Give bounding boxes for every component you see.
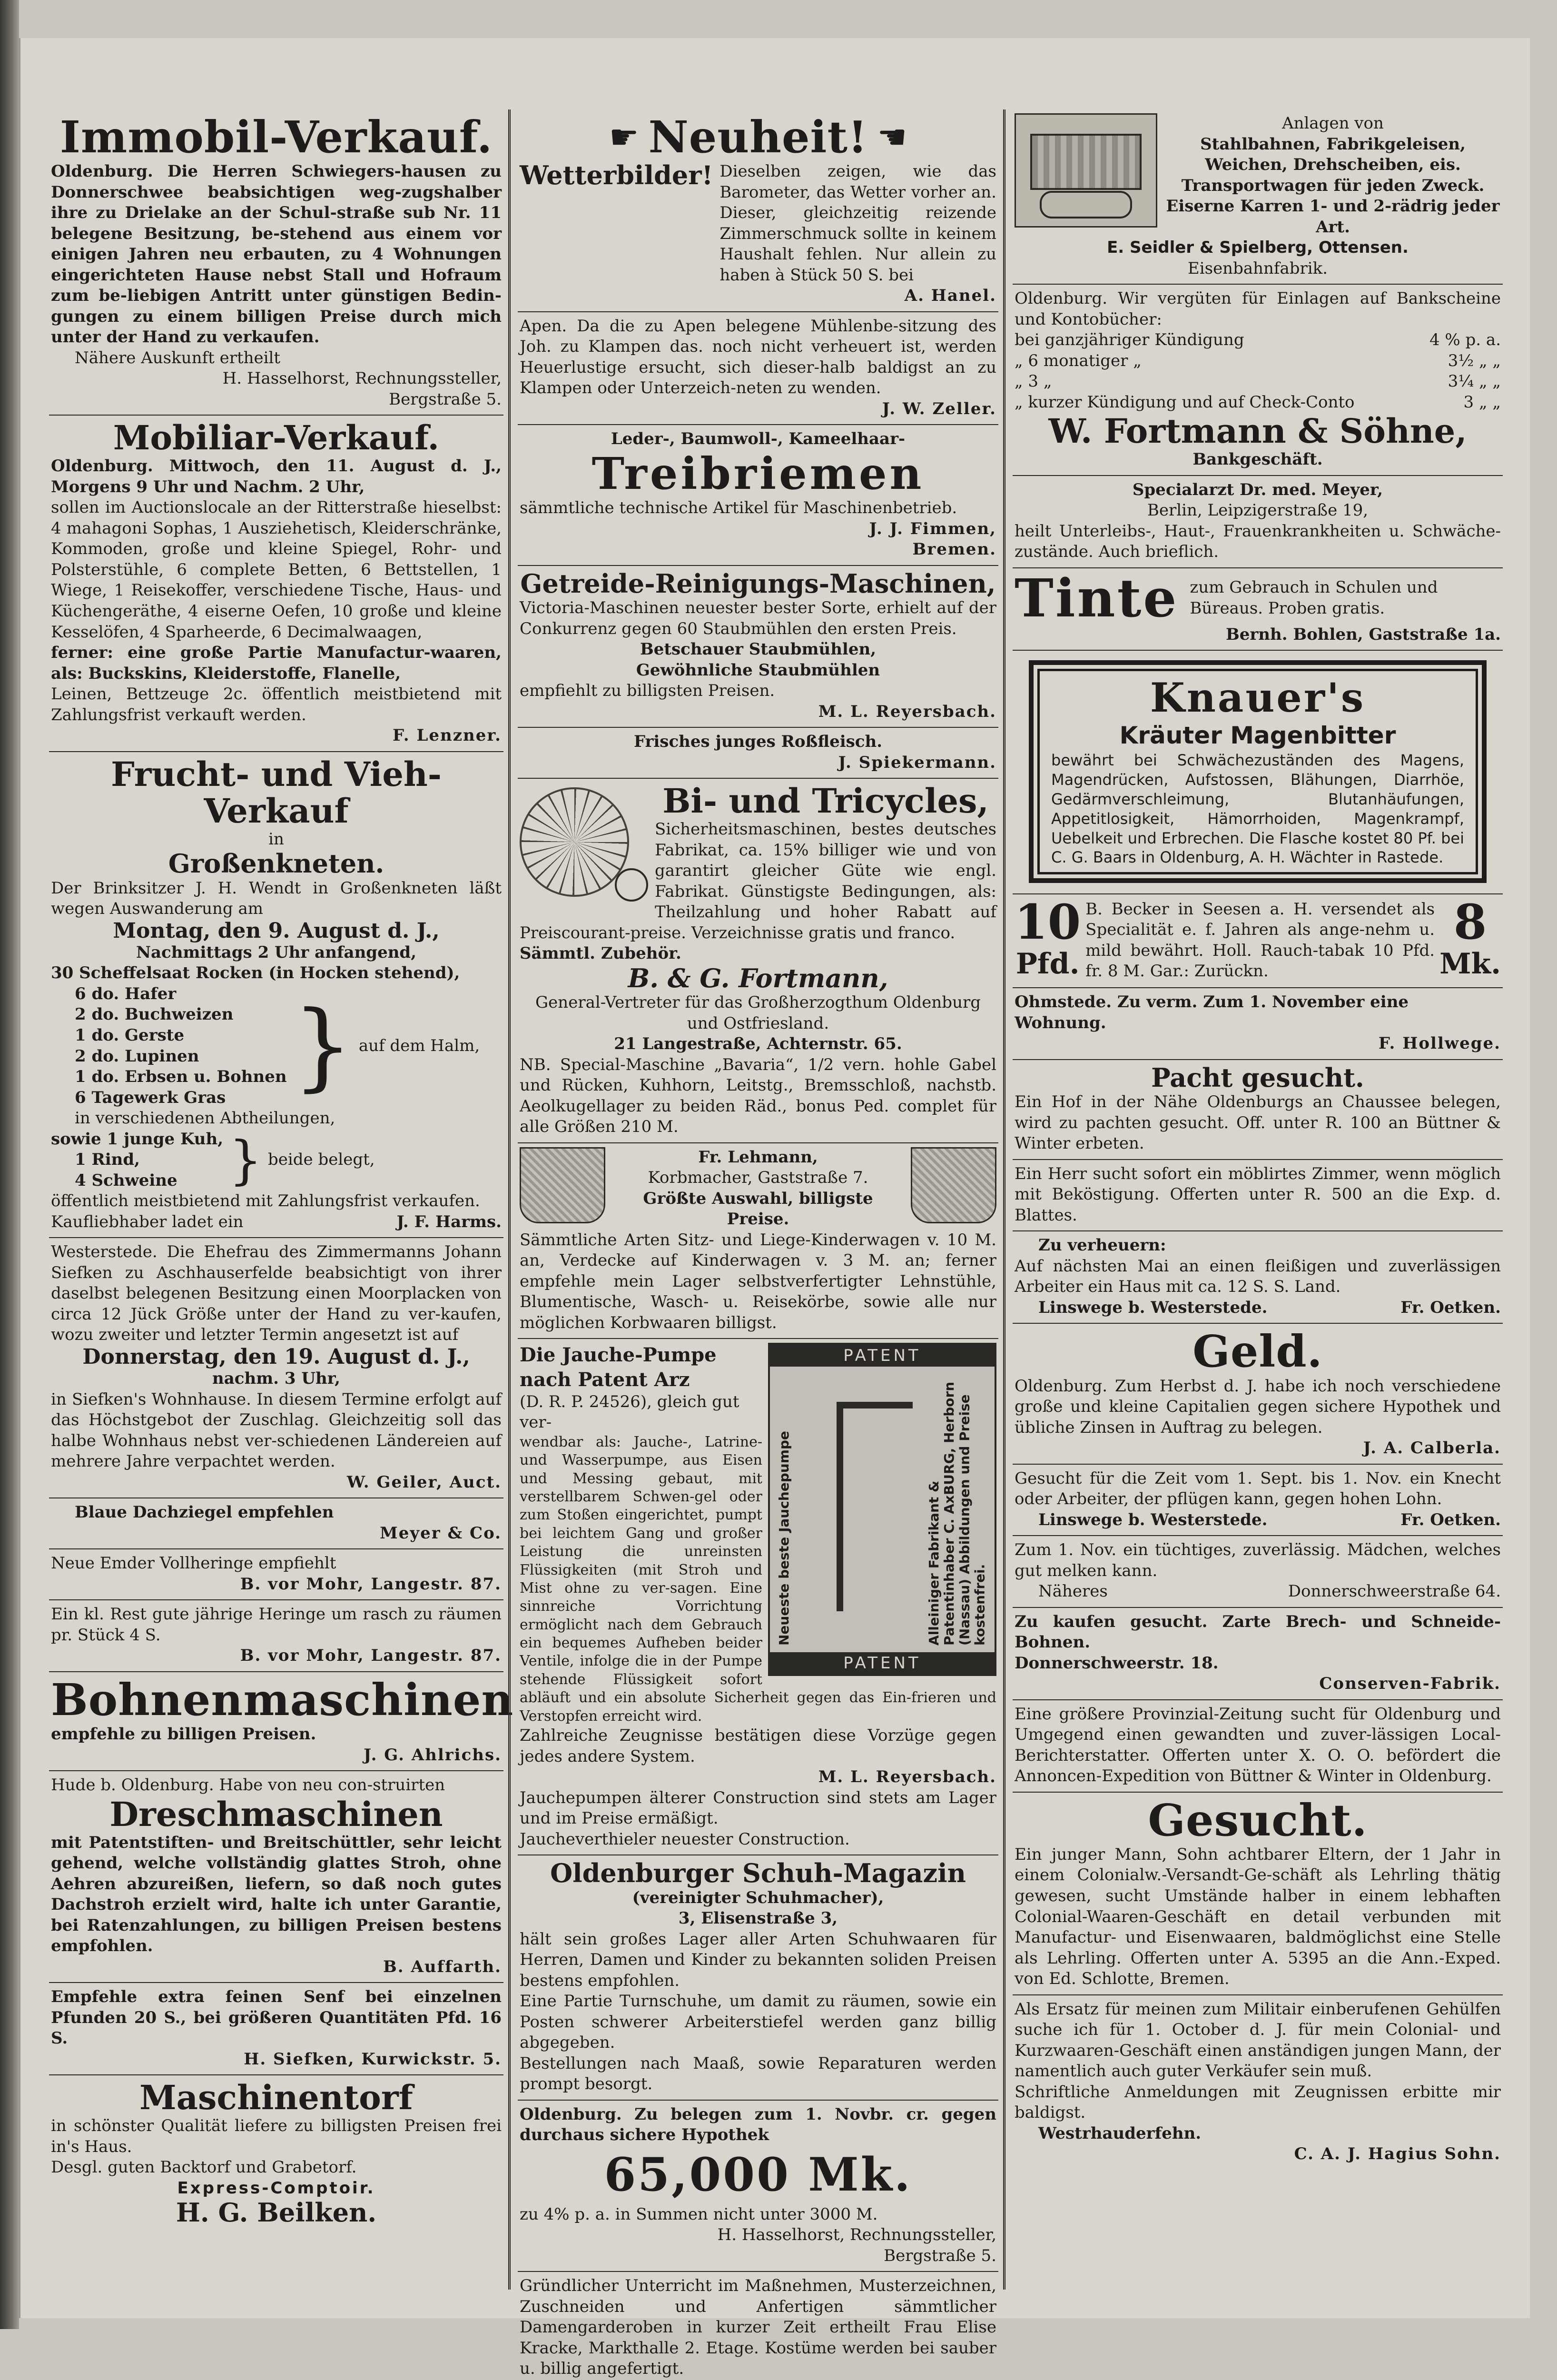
ad-title: Zu verheuern: [1038, 1236, 1166, 1255]
ad-title: Frucht- und Vieh-Verkauf [111, 754, 442, 831]
ad-footer [1015, 1298, 1501, 1319]
ad-top: Anlagen von [1282, 114, 1384, 133]
ad-in: in [268, 829, 284, 849]
ad-body: Oldenburg. Die Herren Schwiegers-hausen zu Donnerschwee beabsichtigen weg-zugshalber ihre zu Drielake an der Schul-straße sub Nr. 11 belegene Besitzung, be-stehend aus einem vor einigen Jahren neu erbauten, zu 4 Wohnungen eingerichteten Hause nebst Stall und Hofraum zum be-liebigen Antritt unter günstigen Bedin-gungen zu einem billigen Preise durch mich unter der Hand zu verkaufen. [51, 162, 502, 347]
ad-lead: Hude b. Oldenburg. Habe von neu con-struirten [51, 1775, 445, 1795]
column-rule [508, 109, 511, 2290]
ad-hypothek [518, 2101, 998, 2272]
plate-left-label: Neueste beste Jauchepumpe [776, 1431, 792, 1646]
ad-signer: H. Hasselhorst, Rechnungssteller, [717, 2225, 996, 2245]
ad-amount: 65,000 Mk. [604, 2147, 912, 2202]
ad-address: Korbmacher, Gaststraße 7. [648, 1168, 868, 1188]
ad-address: 3, Elisenstraße 3, [678, 1909, 838, 1928]
rate-row [1015, 392, 1501, 413]
ad-emphasis: Stahlbahnen, Fabrikgeleisen, Weichen, Drehscheiben, eis. Transportwagen für jeden Zweck. Eiserne Karren 1- und 2-rädrig jeder Art. [1166, 134, 1500, 237]
ad-body: Victoria-Maschinen neuester bester Sorte, erhielt auf der Conkurrenz gegen 60 Staubmühlen den ersten Preis. [520, 598, 996, 638]
ad-row [520, 161, 996, 286]
ad-line2: Gewöhnliche Staubmühlen [636, 660, 880, 680]
ad-animal-list [51, 1129, 502, 1191]
ad-body: zu 4% p. a. in Summen nicht unter 3000 M. [520, 2204, 878, 2224]
ad-text: Empfehle extra feinen Senf bei einzelnen Pfunden 20 S., bei größeren Quantitäten Pfd. 16 S. [51, 1987, 502, 2048]
ad-title: Tinte [1015, 567, 1179, 629]
ad-signer: J. J. Fimmen, [869, 519, 996, 538]
ad-mobiliar-verkauf [49, 416, 503, 752]
ad-senf [49, 1983, 503, 2075]
ad-signer: J. W. Zeller. [882, 399, 996, 418]
knauer-inner [1038, 670, 1477, 873]
ad-immobil-verkauf [49, 109, 503, 416]
ad-tail: in Siefken's Wohnhause. In diesem Termine erfolgt auf das Höchstgebot der Zuschlag. Gleichzeitig soll das halbe Wohnhaus nebst ver-schiedenen Ländereien auf mehrere Jahre verpachtet werden. [51, 1389, 502, 1471]
ad-signer: A. Hanel. [904, 286, 996, 306]
rate-row [1015, 351, 1501, 372]
crop-items [51, 984, 287, 1108]
ad-signer: Fr. Oetken. [1400, 1510, 1501, 1529]
ad-bohnen-gesucht [1013, 1608, 1503, 1700]
plate-right-label: Alleiniger Fabrikant & Patentinhaber C. AxBURG, Herborn (Nassau) Abbildungen und Preise kostenfrei. [926, 1382, 988, 1646]
pram-icon [911, 1147, 996, 1223]
ad-body: mit Patentstiften- und Breitschüttler, sehr leicht gehend, welche vollständig glattes Stroh, ohne Aehren abzureißen, liefern, so daß noch gutes Dachstroh erzielt wird, halte ich unter Garantie, bei Ratenzahlungen, zu billigen Preisen bestens empfohlen. [51, 1833, 502, 1956]
ad-signer: H. Hasselhorst, Rechnungssteller, [222, 369, 502, 388]
ad-tail: empfiehlt zu billigsten Preisen. [520, 681, 775, 701]
ad-crop-list [51, 984, 502, 1108]
ad-jauche-pumpe [518, 1339, 998, 1855]
brace-label: auf dem Halm, [358, 1036, 480, 1055]
ad-body: sollen im Auctionslocale an der Ritterstraße hieselbst: 4 mahagoni Sophas, 1 Ausziehetisch, Kleiderschränke, Kommoden, große und kleine Spiegel, Rohr- und Polsterstühle, 6 complete Betten, 6 Bettstellen, 1 Wiege, 1 Reisekoffer, verschiedene Tische, Haus- und Küchengeräthe, 4 eiserne Oefen, 10 große und kleine Kesselöfen, 4 Sparheerde, 6 Decimalwaagen, [51, 498, 502, 642]
ad-treibriemen [518, 425, 998, 565]
ad-lead: Oldenburg. Zu belegen zum 1. Novbr. cr. gegen durchaus sichere Hypothek [520, 2104, 996, 2145]
column-left [49, 109, 514, 2290]
ad-sub: in verschiedenen Abtheilungen, [75, 1109, 335, 1128]
ad-text: Neue Emder Vollheringe empfiehlt [51, 1554, 336, 1573]
list-item: 2 do. Lupinen [75, 1046, 199, 1066]
ad-zimmer-gesucht [1013, 1160, 1503, 1232]
rate-row [1015, 330, 1501, 351]
left-price [1015, 894, 1081, 982]
ad-dachziegel [49, 1498, 503, 1549]
ad-specialarzt [1013, 476, 1503, 568]
ad-geld [1013, 1324, 1503, 1464]
ad-signer: B. Auffarth. [383, 1957, 502, 1976]
ad-body: wendbar als: Jauche-, Latrine- und Wasserpumpe, aus Eisen und Messing gebaut, mit verstellbarem Schwen-gel oder zum Stoßen eingerichtet, pumpt bei leichtem Gang und großer Leistung die unreinsten Flüssigkeiten (mit Stroh und Mist ohne zu ver-sagen. Eine sinnreiche Vorrichtung ermöglicht nach dem Gebrauch ein bequemes Aufheben beider Ventile, infolge die in der Pumpe stehende Flüssigkeit sofort abläuft und ein absolute Sicherheit gegen das Ein-frieren und Verstopfen erreicht wird. [520, 1433, 996, 1725]
rate-value: 3½ „ „ [1448, 351, 1501, 370]
ad-ohmstede [1013, 988, 1503, 1060]
ad-firm: Fr. Lehmann, [698, 1147, 818, 1167]
rate-label: „ 3 „ [1015, 372, 1052, 391]
ad-address: Berlin, Leipzigerstraße 19, [1147, 501, 1369, 520]
right-price [1439, 894, 1501, 982]
ad-body: Zu kaufen gesucht. Zarte Brech- und Schneide-Bohnen. [1015, 1612, 1501, 1652]
ad-body: Auf nächsten Mai an einen fleißigen und zuverlässigen Arbeiter ein Haus mit ca. 12 S. S. Land. [1015, 1256, 1501, 1297]
ad-seidler-spielberg [1013, 109, 1503, 285]
ad-title: Pacht gesucht. [1151, 1062, 1364, 1093]
brace-icon: } [229, 1129, 263, 1190]
ad-sub: Bankgeschäft. [1192, 450, 1323, 469]
ad-row [1015, 567, 1501, 629]
ad-address: Bergstraße 5. [389, 389, 502, 409]
ad-time: nachm. 3 Uhr, [212, 1369, 340, 1388]
list-item: 1 do. Gerste [75, 1025, 185, 1045]
ad-place: Linswege b. Westerstede. [1038, 1510, 1268, 1529]
ad-bohnenmaschinen [49, 1672, 514, 1771]
ad-body: Ein junger Mann, Sohn achtbarer Eltern, der 1 Jahr in einem Colonialw.-Versandt-Ge-schäft als Lehrling thätig gewesen, sucht Umstände halber in einem lebhaften Colonial-Waaren-Geschäft en detail verbunden mit Manufactur- und Eisenwaaren, baldmöglichst eine Stelle als Lehrling. Offerten unter A. 5395 an die Ann.-Exped. von Ed. Schlotte, Bremen. [1015, 1844, 1501, 1989]
ad-schuh-magazin [518, 1855, 998, 2101]
rate-value: 4 % p. a. [1429, 330, 1501, 350]
ad-body2: Eine Partie Turnschuhe, um damit zu räumen, sowie ein Posten schwerer Arbeiterstiefel werden ganz billig abgegeben. [520, 1992, 996, 2053]
ad-body: B. Becker in Seesen a. H. versendet als Specialität e. f. Jahren als ange-nehm u. mild bewährt. Holl. Rauch-tabak 10 Pfd. fr. 8 M. Gar.: Zurückn. [1085, 899, 1435, 981]
rate-label: „ kurzer Kündigung und auf Check-Conto [1015, 392, 1355, 412]
ad-text: Ein kl. Rest gute jährige Heringe um rasch zu räumen pr. Stück 4 S. [51, 1605, 502, 1645]
ad-berichterstatter [1013, 1700, 1503, 1793]
ad-body: Westerstede. Die Ehefrau des Zimmermanns Johann Siefken zu Aschhauserfelde beabsichtigt von ihrer daselbst belegenen Besitzung einen Moorplacken von circa 12 Jück Größe unter der Hand zu ver-kaufen, wozu zweiter und letzter Termin angesetzt ist auf [51, 1242, 502, 1345]
ad-signer: J. F. Harms. [396, 1212, 502, 1231]
ad-rauchtabak [1013, 894, 1503, 988]
ad-gesucht-lehrling [1013, 1793, 1503, 1995]
ad-header [520, 113, 996, 161]
ad-zubehoer: Sämmtl. Zubehör. [520, 944, 681, 963]
animal-items [51, 1129, 223, 1191]
ad-signer: H. Siefken, Kurwickstr. 5. [244, 2049, 502, 2069]
ad-address: Donnerschweerstr. 18. [1015, 1653, 1219, 1673]
newspaper-page [19, 38, 1530, 2379]
ad-body: Gründlicher Unterricht im Maßnehmen, Musterzeichnen, Zuschneiden und Anfertigen sämmtlicher Damengarderoben in kurzer Zeit ertheilt Frau Elise Kracke, Markthalle 2. Etage. Kostüme werden bei sauber u. billig angefertigt. [520, 2276, 996, 2379]
ad-apen [518, 312, 998, 426]
ad-pacht-gesucht [1013, 1060, 1503, 1160]
ad-text: empfehle zu billigen Preisen. [51, 1725, 316, 1744]
footer-left: Näheres [1038, 1582, 1108, 1601]
ad-signer: J. A. Calberla. [1363, 1438, 1501, 1458]
book-gutter [0, 0, 19, 2329]
ad-emphasis: Größte Auswahl, billigste Preise. [643, 1189, 873, 1229]
ad-emder-heringe [49, 1549, 503, 1600]
ad-title: Gesucht. [1148, 1794, 1368, 1846]
plate-top-label: PATENT [770, 1345, 995, 1367]
ad-address: Bergstraße 5. [884, 2246, 996, 2265]
list-item: 4 Schweine [75, 1170, 177, 1190]
price-number: 10 [1015, 894, 1081, 951]
footer-left: Kaufliebhaber ladet ein [51, 1212, 244, 1231]
ad-date: Montag, den 9. August d. J., [113, 918, 440, 943]
plate-bottom-label: PATENT [770, 1652, 995, 1674]
brace-icon: } [292, 990, 353, 1101]
list-item: 1 Rind, [75, 1150, 140, 1170]
ad-fortmann-bank [1013, 285, 1503, 476]
ad-body2: Schriftliche Anmeldungen mit Zeugnissen erbitte mir baldigst. [1015, 2082, 1501, 2122]
ad-title: Getreide-Reinigungs-Maschinen, [520, 568, 996, 599]
ad-heringe-rest [49, 1600, 503, 1672]
ad-body: Dieselben zeigen, wie das Barometer, das Wetter vorher an. Dieser, gleichzeitig reizende Zimmerschmuck sollte in keinem Haushalt fehlen. Nur allein zu haben à Stück 50 S. bei [719, 162, 996, 285]
ad-title: Die Jauche-Pumpe nach Patent Arz [520, 1344, 717, 1391]
ad-place: Großenkneten. [168, 848, 384, 879]
ad-title: Mobiliar-Verkauf. [113, 418, 440, 458]
price-unit: Pfd. [1015, 947, 1080, 981]
ad-title: Geld. [1192, 1326, 1323, 1378]
ad-firm: W. Fortmann & Söhne, [1048, 411, 1467, 451]
pointing-hand-right-icon: ☛ [609, 117, 639, 157]
list-item: sowie 1 junge Kuh, [51, 1129, 224, 1149]
ad-title: Neuheit! [648, 111, 868, 163]
ad-top: Leder-, Baumwoll-, Kameelhaar- [611, 429, 906, 449]
ad-lead: Oldenburg. Wir vergüten für Einlagen auf Bankscheine und Kontobücher: [1015, 289, 1501, 329]
ad-patent-no: (D. R. P. 24526), gleich gut ver- [520, 1392, 739, 1432]
ad-neuheit-wetterbilder [518, 109, 998, 312]
ad-body: Oldenburg. Zum Herbst d. J. habe ich noch verschiedene große und kleine Capitalien gegen sichere Hypothek und übliche Zinsen in Auftrag zu belegen. [1015, 1376, 1501, 1437]
price-unit: Mk. [1439, 947, 1501, 981]
ad-maschinentorf [49, 2075, 503, 2231]
ad-rossfleisch [518, 728, 998, 779]
ad-body: hält sein großes Lager aller Arten Schuhwaaren für Herren, Damen und Kinder zu bekannten soliden Preisen bestens empfohlen. [520, 1929, 996, 1990]
ad-subtitle: Wetterbilder! [520, 160, 713, 191]
ad-lehmann-kinderwagen [518, 1143, 998, 1339]
ad-footer [51, 1212, 502, 1233]
ad-body: Ein Hof in der Nähe Oldenburgs an Chaussee belegen, wird zu pachten gesucht. Off. unter R. 100 an Büttner & Winter erbeten. [1015, 1092, 1501, 1153]
ad-body: Sämmtliche Arten Sitz- und Liege-Kinderwagen v. 10 M. an, Verdecke auf Kinderwagen v. 3 M. an; ferner empfehle mein Lager selbstverfertigter Lehnstühle, Blumentische, Wasch- u. Reisekörbe, sowie alle nur möglichen Korbwaaren billigst. [520, 1230, 996, 1332]
ad-line1: Jauchepumpen älterer Construction sind stets am Lager und im Preise ermäßigt. [520, 1788, 996, 1828]
ad-text: Ohmstede. Zu verm. Zum 1. November eine Wohnung. [1015, 992, 1409, 1032]
ad-body: Zum 1. Nov. ein tüchtiges, zuverlässig. Mädchen, welches gut melken kann. [1015, 1540, 1501, 1580]
ad-text: Blaue Dachziegel empfehlen [75, 1503, 334, 1522]
ad-subtitle: Kräuter Magenbitter [1119, 721, 1396, 749]
ad-firm: Express-Comptoir. [177, 2178, 375, 2198]
ad-date: Donnerstag, den 19. August d. J., [82, 1344, 470, 1369]
ad-knecht-gesucht [1013, 1465, 1503, 1537]
ad-signer: Bernh. Bohlen, Gaststraße 1a. [1226, 625, 1501, 644]
ad-place: Linswege b. Westerstede. [1038, 1298, 1268, 1317]
rate-value: 3 „ „ [1463, 392, 1501, 412]
column-rule [1003, 109, 1005, 2290]
column-right [1013, 109, 1503, 2290]
rate-label: „ 6 monatiger „ [1015, 351, 1142, 370]
ad-body: zum Gebrauch in Schulen und Büreaus. Proben gratis. [1190, 578, 1438, 618]
ad-title: Dreschmaschinen [109, 1794, 443, 1834]
knauer-frame [1029, 660, 1487, 883]
rate-row [1015, 371, 1501, 392]
ad-signer: C. A. J. Hagius Sohn. [1294, 2144, 1501, 2164]
ad-subtitle: (vereinigter Schuhmacher), [632, 1888, 884, 1907]
ad-place: Westrhauderfehn. [1038, 2123, 1202, 2143]
ad-getreide-reinigung [518, 566, 998, 728]
price-number: 8 [1453, 894, 1487, 951]
ad-hagius [1013, 1995, 1503, 2170]
ad-firm: B. & G. Fortmann, [628, 962, 888, 993]
ad-signer: H. G. Beilken. [176, 2197, 377, 2228]
pointing-hand-left-icon: ☚ [877, 117, 907, 157]
ad-body: in schönster Qualität liefere zu billigsten Preisen frei in's Haus. [51, 2116, 502, 2156]
ad-line1: Betschauer Staubmühlen, [640, 640, 877, 659]
column-middle [518, 109, 998, 2379]
ad-intro: Der Brinksitzer J. H. Wendt in Großenkneten läßt wegen Auswanderung am [51, 878, 502, 919]
ad-time: Nachmittags 2 Uhr anfangend, [136, 942, 417, 962]
ad-lead: Oldenburg. Mittwoch, den 11. August d. J., Morgens 9 Uhr und Nachm. 2 Uhr, [51, 456, 502, 496]
ad-signer: F. Lenzner. [393, 726, 502, 745]
ad-bicycles [518, 779, 998, 1143]
pump-icon [837, 1402, 894, 1611]
ad-title: Oldenburger Schuh-Magazin [550, 1858, 966, 1889]
ad-frucht-vieh-verkauf [49, 752, 503, 1239]
list-item: 2 do. Buchweizen [75, 1005, 234, 1024]
ad-title: Knauer's [1150, 674, 1366, 722]
ad-title: Bohnenmaschinen [51, 1674, 514, 1726]
ad-note: Nähere Auskunft ertheilt [75, 348, 281, 367]
ad-city: Bremen. [912, 540, 996, 559]
ad-signer: M. L. Reyersbach. [818, 702, 996, 721]
ad-body: Eine größere Provinzial-Zeitung sucht für Oldenburg und Umgegend einen gewandten und zuver-lässigen Local-Berichterstatter. Offerten unter X. O. O. befördert die Annoncen-Expedition von Büttner & Winter in Oldenburg. [1015, 1704, 1501, 1786]
ad-line2: Jaucheverthieler neuester Construction. [520, 1829, 850, 1849]
ad-signer: Fr. Oetken. [1400, 1298, 1501, 1317]
ad-zu-verheuern [1013, 1231, 1503, 1324]
mine-cart-icon [1015, 113, 1157, 228]
ad-body: heilt Unterleibs-, Haut-, Frauenkrankheiten u. Schwäche-zustände. Auch brieflich. [1015, 521, 1501, 562]
ad-westerstede [49, 1238, 503, 1498]
ad-body: Apen. Da die zu Apen belegene Mühlenbe-sitzung des Joh. zu Klampen das. noch nicht verheuert ist, werden Heuerlustige ersucht, sich dieser-halb baldigst an zu Klampen oder Unterzeich-neten zu wenden. [520, 316, 996, 398]
ad-signer: J. G. Ahlrichs. [364, 1745, 502, 1765]
brace-label: beide belegt, [268, 1150, 375, 1170]
ad-signer: F. Hollwege. [1378, 1034, 1501, 1053]
ad-address: 21 Langestraße, Achternstr. 65. [614, 1034, 902, 1054]
ad-signer: Meyer & Co. [380, 1523, 502, 1543]
ad-knauer [1013, 651, 1503, 894]
ad-footer [1015, 1581, 1501, 1602]
ad-body: sämmtliche technische Artikel für Maschinenbetrieb. [520, 498, 957, 518]
rate-value: 3¼ „ „ [1448, 372, 1501, 391]
ad-sub: Eisenbahnfabrik. [1187, 258, 1328, 278]
ad-signer: B. vor Mohr, Langestr. 87. [240, 1646, 502, 1666]
ad-title: Specialarzt Dr. med. Meyer, [1132, 480, 1383, 499]
ad-signer: Donnerschweerstraße 64. [1288, 1582, 1501, 1601]
ad-title: Maschinentorf [139, 2078, 413, 2118]
ad-signer: M. L. Reyersbach. [818, 1767, 996, 1787]
ad-line2: Desgl. guten Backtorf und Grabetorf. [51, 2158, 357, 2177]
ad-body: Als Ersatz für meinen zum Militair einberufenen Gehülfen suche ich für 1. October d. J. für mein Colonial- und Kurzwaaren-Geschäft einen anständigen jungen Mann, der namentlich auch guter Verkäufer sein muß. [1015, 1999, 1501, 2081]
ad-proof: Zahlreiche Zeugnisse bestätigen diese Vorzüge gegen jedes andere System. [520, 1726, 996, 1766]
ad-footer [1015, 1510, 1501, 1531]
ad-row [1015, 894, 1501, 982]
ad-signer: Conserven-Fabrik. [1319, 1674, 1501, 1694]
ad-body3: Bestellungen nach Maaß, sowie Reparaturen werden prompt besorgt. [520, 2053, 996, 2094]
ad-title: Bi- und Tricycles, [662, 781, 989, 821]
ad-nb: NB. Special-Maschine „Bavaria“, 1/2 vern. hohle Gabel und Rücken, Kuhhorn, Leitstg., Bremsschloß, nachstb. Aeolkugellager zu beiden Räd., bonus Ped. complet für alle Größen 210 M. [520, 1055, 996, 1137]
ad-signer: B. vor Mohr, Langestr. 87. [240, 1574, 502, 1594]
ad-signer: W. Geiler, Auct. [346, 1472, 502, 1492]
ad-signer: J. Spiekermann. [838, 753, 996, 772]
ad-tinte [1013, 568, 1503, 651]
patent-pump-plate [768, 1343, 996, 1676]
list-item: 6 do. Hafer [75, 984, 177, 1003]
ad-tail: öffentlich meistbietend mit Zahlungsfrist verkaufen. [51, 1191, 480, 1211]
ad-firm: E. Seidler & Spielberg, Ottensen. [1107, 238, 1409, 258]
pram-icon [520, 1147, 605, 1223]
ad-unterricht [518, 2272, 998, 2380]
ad-text: Frisches junges Roßfleisch. [633, 732, 883, 752]
ad-title: Immobil-Verkauf. [59, 111, 493, 163]
ad-title: Treibriemen [591, 447, 925, 499]
ad-line1: 30 Scheffelsaat Rocken (in Hocken stehend), [51, 963, 460, 983]
penny-farthing-bicycle-icon [520, 783, 648, 906]
list-item: 1 do. Erbsen u. Bohnen [75, 1067, 287, 1087]
ad-body: Ein Herr sucht sofort ein möblirtes Zimmer, wenn möglich mit Beköstigung. Offerten unter R. 500 an die Exp. d. Blattes. [1015, 1164, 1501, 1225]
ad-maedchen [1013, 1536, 1503, 1608]
ad-body: Gesucht für die Zeit vom 1. Sept. bis 1. Nov. ein Knecht oder Arbeiter, der pflügen kann, gegen hohen Lohn. [1015, 1468, 1501, 1509]
ad-body: Sicherheitsmaschinen, bestes deutsches Fabrikat, ca. 15% billiger wie und von garantirt gleicher Güte wie engl. Fabrikat. Günstigste Bedingungen, als: Theilzahlung und hoher Rabatt auf Preiscourant-preise. Verzeichnisse gratis und franco. [520, 820, 996, 942]
list-item: 6 Tagewerk Gras [75, 1088, 226, 1107]
ad-emphasis: ferner: eine große Partie Manufactur-waaren, als: Buckskins, Kleiderstoffe, Flanelle, [51, 643, 502, 683]
ad-dreschmaschinen [49, 1771, 503, 1983]
ad-body: bewährt bei Schwächezuständen des Magens, Magendrücken, Aufstossen, Blähungen, Diarrhöe, Gedärmverschleimung, Blutanhäufungen, Appetitlosigkeit, Hämorrhoiden, Magenkrampf, Uebelkeit und Erbrechen. Die Flasche kostet 80 Pf. bei C. G. Baars in Oldenburg, A. H. Wächter in Rastede. [1051, 751, 1464, 867]
ad-rep: General-Vertreter für das Großherzogthum Oldenburg und Ostfriesland. [535, 993, 981, 1033]
ad-tail: Leinen, Bettzeuge 2c. öffentlich meistbietend mit Zahlungsfrist verkauft werden. [51, 684, 502, 724]
rate-label: bei ganzjähriger Kündigung [1015, 330, 1244, 350]
